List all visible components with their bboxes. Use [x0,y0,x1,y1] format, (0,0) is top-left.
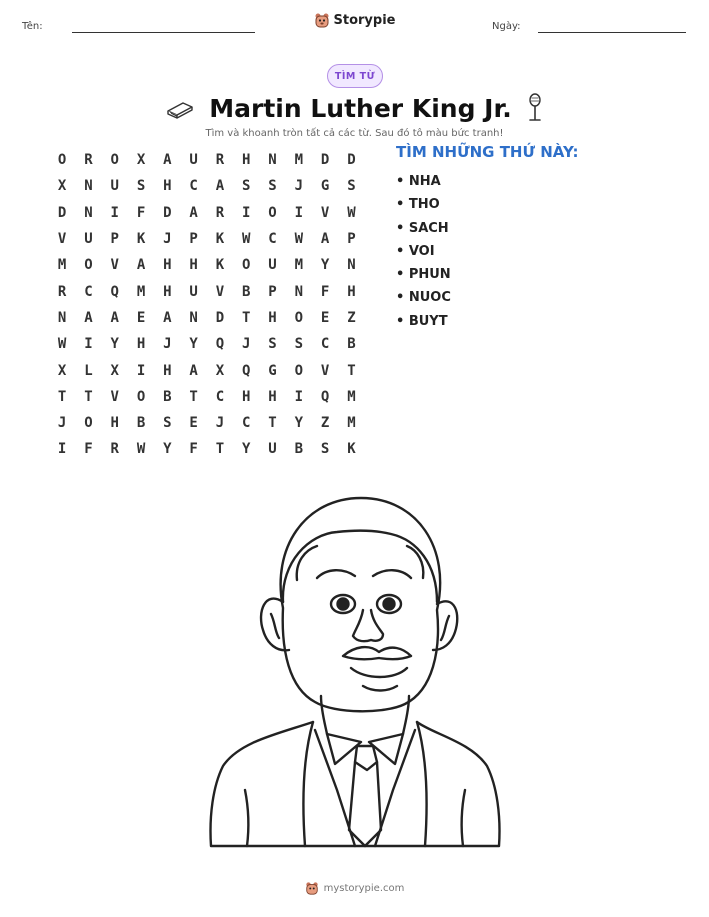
grid-letter[interactable]: Z [320,415,330,432]
grid-letter[interactable]: K [215,231,225,248]
grid-letter[interactable]: T [215,441,225,458]
date-label: Ngày: [492,21,521,32]
storypie-logo-icon [305,881,319,895]
grid-letter[interactable]: A [163,152,172,169]
grid-letter[interactable]: B [347,336,356,353]
grid-letter[interactable]: W [136,441,146,458]
grid-letter[interactable]: X [57,178,67,195]
grid-letter[interactable]: R [110,441,119,458]
grid-letter[interactable]: K [215,257,225,274]
grid-letter[interactable]: E [320,309,330,326]
grid-letter[interactable]: F [84,441,93,458]
word-list-heading: TÌM NHỮNG THỨ NÀY: [396,143,579,161]
grid-letter[interactable]: O [84,257,93,274]
grid-letter[interactable]: S [320,441,330,458]
word-item: • NHA [396,174,441,189]
grid-letter[interactable]: M [347,415,356,432]
grid-letter[interactable]: A [189,204,198,221]
grid-letter[interactable]: M [57,257,67,274]
grid-letter[interactable]: I [294,388,304,405]
grid-letter[interactable]: U [268,441,277,458]
name-line[interactable] [72,32,255,33]
grid-letter[interactable]: J [163,336,172,353]
grid-letter[interactable]: S [294,336,304,353]
grid-letter[interactable]: Y [189,336,198,353]
grid-letter[interactable]: T [268,415,277,432]
grid-letter[interactable]: J [57,415,67,432]
grid-letter[interactable]: B [136,415,146,432]
grid-letter[interactable]: K [347,441,356,458]
grid-letter[interactable]: Y [110,336,119,353]
grid-letter[interactable]: F [320,283,330,300]
grid-letter[interactable]: S [242,178,251,195]
grid-letter[interactable]: J [215,415,225,432]
grid-letter[interactable]: H [136,336,146,353]
grid-letter[interactable]: M [136,283,146,300]
book-icon [165,97,195,119]
grid-letter[interactable]: Q [320,388,330,405]
brand-name: Storypie [333,12,396,28]
grid-letter[interactable]: O [268,204,277,221]
grid-letter[interactable]: V [320,204,330,221]
grid-letter[interactable]: A [320,231,330,248]
grid-letter[interactable]: C [84,283,93,300]
grid-letter[interactable]: A [215,178,225,195]
grid-letter[interactable]: D [163,204,172,221]
grid-letter[interactable]: M [347,388,356,405]
grid-letter[interactable]: Z [347,309,356,326]
grid-letter[interactable]: O [84,415,93,432]
grid-letter[interactable]: P [347,231,356,248]
grid-letter[interactable]: U [110,178,119,195]
grid-letter[interactable]: W [242,231,251,248]
grid-letter[interactable]: X [57,362,67,379]
grid-letter[interactable]: C [215,388,225,405]
grid-letter[interactable]: H [110,415,119,432]
grid-letter[interactable]: V [57,231,67,248]
grid-letter[interactable]: N [189,309,198,326]
grid-letter[interactable]: D [347,152,356,169]
grid-letter[interactable]: A [84,309,93,326]
word-item: • VOI [396,243,435,259]
grid-letter[interactable]: U [189,283,198,300]
word-item: • THO [396,197,440,213]
grid-letter[interactable]: P [268,283,277,300]
grid-letter[interactable]: C [189,178,198,195]
activity-badge: TÌM TỪ [327,64,383,88]
grid-letter[interactable]: H [189,257,198,274]
grid-letter[interactable]: V [320,362,330,379]
grid-letter[interactable]: I [242,204,251,221]
grid-letter[interactable]: T [189,388,198,405]
footer [0,880,709,899]
grid-letter[interactable]: R [57,283,67,300]
grid-letter[interactable]: R [215,152,225,169]
grid-letter[interactable]: G [268,362,277,379]
word-item: • NUOC [396,290,451,306]
grid-letter[interactable]: A [110,309,119,326]
grid-letter[interactable]: T [242,309,251,326]
grid-letter[interactable]: K [136,231,146,248]
portrait-illustration[interactable] [205,490,505,850]
grid-letter[interactable]: X [136,152,146,169]
word-item: • BUYT [396,313,448,329]
grid-letter[interactable]: O [57,152,67,169]
grid-letter[interactable]: F [136,204,146,221]
grid-letter[interactable]: S [268,336,277,353]
grid-letter[interactable]: V [110,388,119,405]
grid-letter[interactable]: D [57,204,67,221]
grid-letter[interactable]: I [294,204,304,221]
grid-letter[interactable]: H [163,257,172,274]
grid-letter[interactable]: Y [320,257,330,274]
grid-letter[interactable]: U [189,152,198,169]
grid-letter[interactable]: D [215,309,225,326]
grid-letter[interactable]: S [268,178,277,195]
grid-letter[interactable]: C [320,336,330,353]
storypie-logo-icon [314,12,330,28]
grid-letter[interactable]: E [136,309,146,326]
grid-letter[interactable]: A [189,362,198,379]
grid-letter[interactable]: H [242,152,251,169]
grid-letter[interactable]: M [294,257,304,274]
grid-letter[interactable]: Y [163,441,172,458]
grid-letter[interactable]: V [110,257,119,274]
grid-letter[interactable]: S [163,415,172,432]
grid-letter[interactable]: H [268,309,277,326]
grid-letter[interactable]: I [57,441,67,458]
grid-letter[interactable]: G [320,178,330,195]
instructions: Tìm và khoanh tròn tất cả các từ. Sau đó tô màu bức tranh! [205,128,504,139]
grid-letter[interactable]: Q [242,362,251,379]
grid-letter[interactable]: D [320,152,330,169]
grid-letter[interactable]: M [294,152,304,169]
grid-letter[interactable]: H [242,388,251,405]
title-row [0,90,709,126]
grid-letter[interactable]: S [347,178,356,195]
grid-letter[interactable]: B [163,388,172,405]
grid-letter[interactable]: E [189,415,198,432]
grid-letter[interactable]: H [347,283,356,300]
grid-letter[interactable]: T [84,388,93,405]
grid-letter[interactable]: L [84,362,93,379]
grid-letter[interactable]: P [110,231,119,248]
grid-letter[interactable]: X [215,362,225,379]
grid-letter[interactable]: N [57,309,67,326]
grid-letter[interactable]: T [347,362,356,379]
grid-letter[interactable]: F [189,441,198,458]
grid-letter[interactable]: T [57,388,67,405]
page-title: Martin Luther King Jr. [209,93,512,123]
grid-letter[interactable]: N [268,152,277,169]
grid-letter[interactable]: B [294,441,304,458]
word-search-grid [49,147,365,463]
grid-letter[interactable]: H [163,283,172,300]
word-item: • SACH [396,220,449,236]
grid-letter[interactable]: R [215,204,225,221]
grid-letter[interactable]: N [294,283,304,300]
grid-letter[interactable]: O [294,309,304,326]
grid-letter[interactable]: P [189,231,198,248]
grid-letter[interactable]: N [347,257,356,274]
brand [0,12,709,32]
grid-letter[interactable]: N [84,178,93,195]
grid-letter[interactable]: N [84,204,93,221]
grid-letter[interactable]: R [84,152,93,169]
grid-letter[interactable]: O [136,388,146,405]
name-label: Tên: [22,21,43,32]
grid-letter[interactable]: H [268,388,277,405]
grid-letter[interactable]: I [110,204,119,221]
grid-letter[interactable]: I [136,362,146,379]
grid-letter[interactable]: Y [242,441,251,458]
grid-letter[interactable]: J [242,336,251,353]
grid-letter[interactable]: W [294,231,304,248]
grid-letter[interactable]: H [163,178,172,195]
grid-letter[interactable]: C [268,231,277,248]
grid-letter[interactable]: B [242,283,251,300]
grid-letter[interactable]: H [163,362,172,379]
word-item: • PHUN [396,267,451,283]
grid-letter[interactable]: J [163,231,172,248]
grid-letter[interactable]: U [84,231,93,248]
grid-letter[interactable]: O [242,257,251,274]
grid-letter[interactable]: W [57,336,67,353]
grid-letter[interactable]: V [215,283,225,300]
grid-letter[interactable]: U [268,257,277,274]
grid-letter[interactable]: A [136,257,146,274]
date-line[interactable] [538,32,686,33]
grid-letter[interactable]: S [136,178,146,195]
grid-letter[interactable]: O [110,152,119,169]
footer-site[interactable]: mystorypie.com [323,882,405,894]
grid-letter[interactable]: W [347,204,356,221]
grid-letter[interactable]: Q [110,283,119,300]
word-list [396,170,451,333]
grid-letter[interactable]: C [242,415,251,432]
grid-letter[interactable]: Q [215,336,225,353]
grid-letter[interactable]: X [110,362,119,379]
microphone-icon [526,93,544,123]
grid-letter[interactable]: J [294,178,304,195]
grid-letter[interactable]: O [294,362,304,379]
grid-letter[interactable]: Y [294,415,304,432]
grid-letter[interactable]: I [84,336,93,353]
grid-letter[interactable]: A [163,309,172,326]
